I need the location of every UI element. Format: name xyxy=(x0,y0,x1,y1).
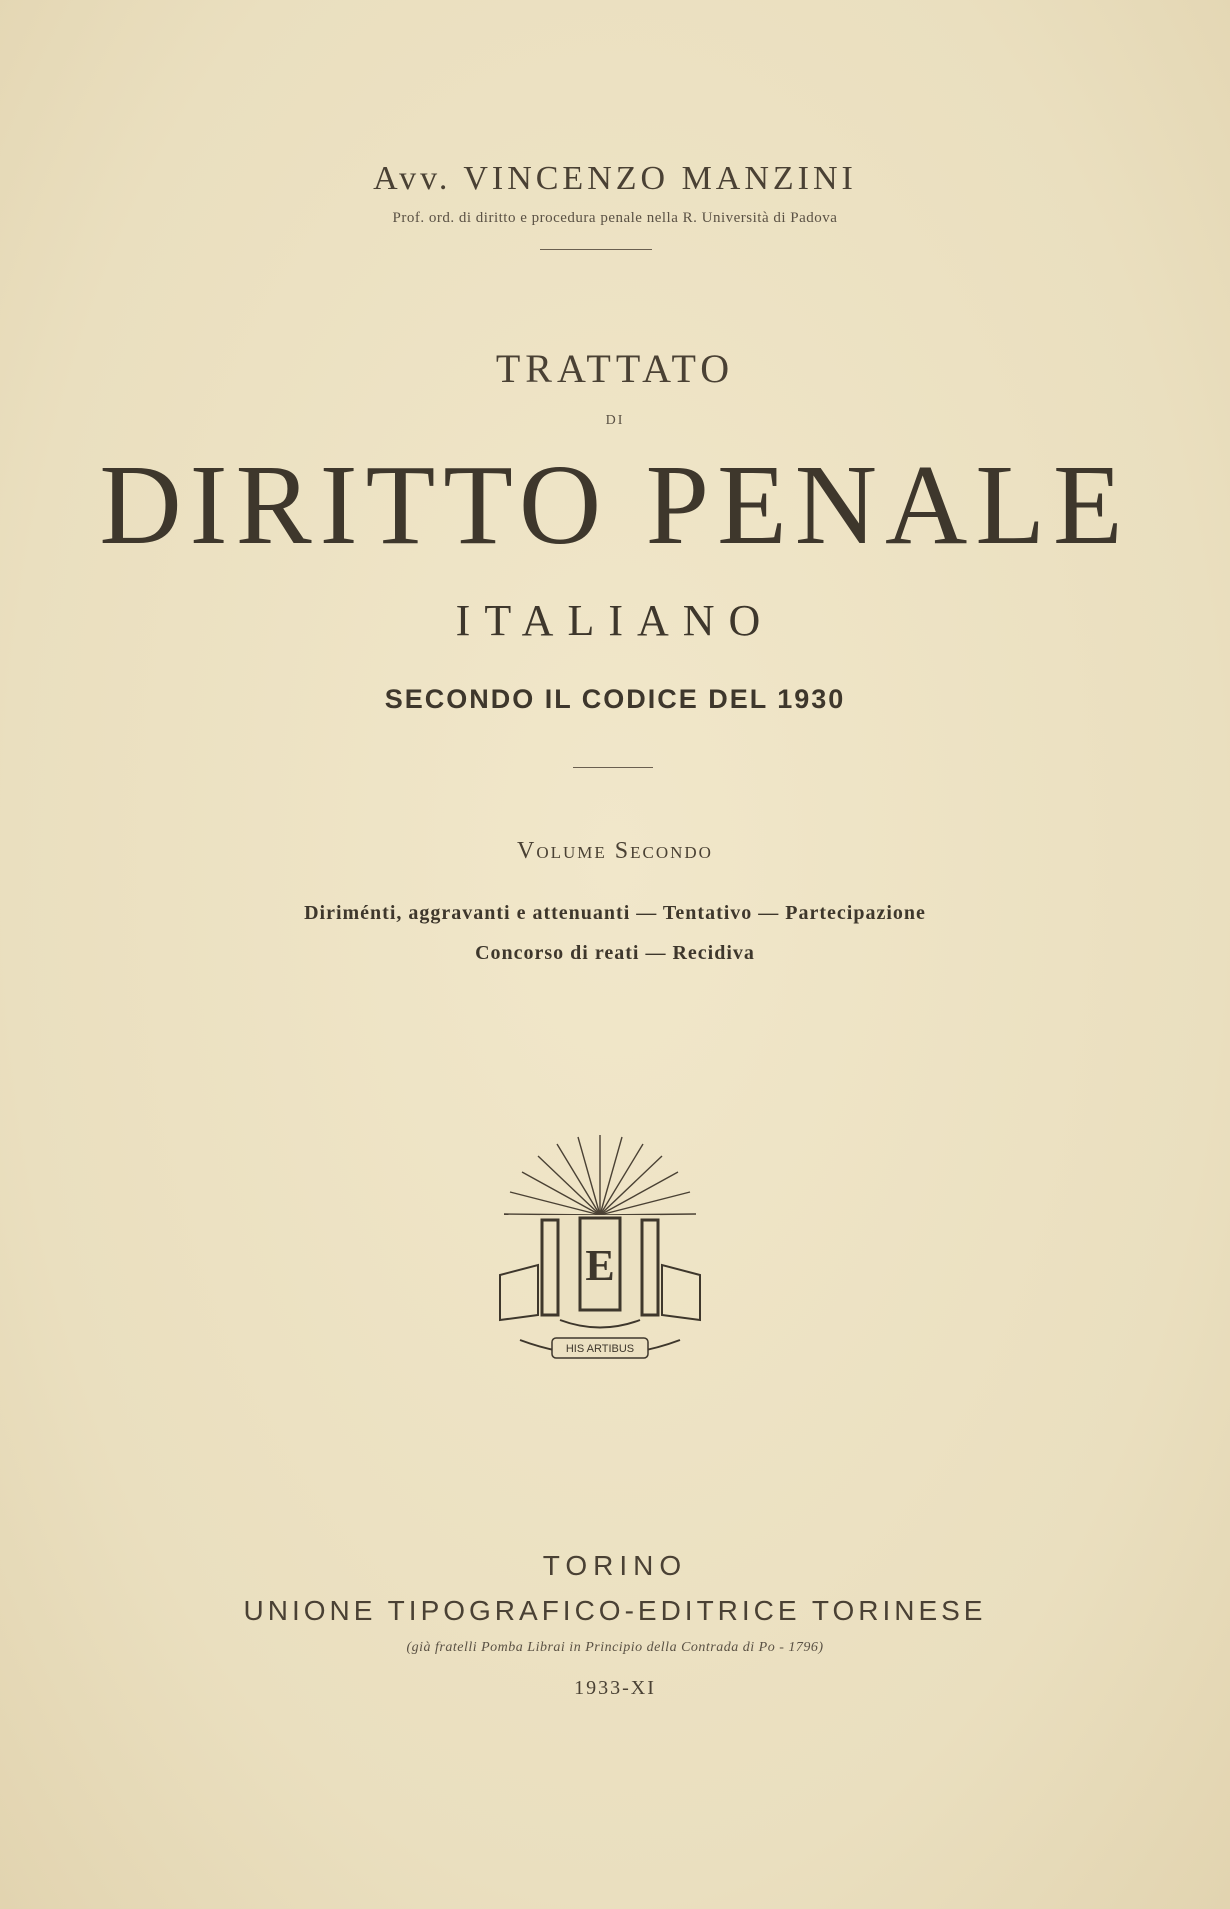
title-prefix: TRATTATO xyxy=(495,346,735,391)
divider-rule xyxy=(573,767,653,768)
title-connector: DI xyxy=(605,413,625,428)
volume-label: Volume Secondo xyxy=(517,838,713,864)
imprint-publisher: UNIONE TIPOGRAFICO-EDITRICE TORINESE xyxy=(243,1595,987,1626)
volume-subjects: Diriménti, aggravanti e attenuanti — Tentativo — Partecipazione xyxy=(304,902,926,924)
book-subtitle: ITALIANO xyxy=(455,596,775,645)
imprint-city: TORINO xyxy=(542,1550,688,1581)
svg-text:E: E xyxy=(585,1241,615,1290)
imprint-note: (già fratelli Pomba Librai in Principio della Contrada di Po - 1796) xyxy=(406,1640,824,1655)
divider-rule xyxy=(540,249,652,250)
code-edition: SECONDO IL CODICE DEL 1930 xyxy=(384,684,846,714)
imprint-year: 1933-XI xyxy=(574,1677,656,1699)
svg-text:HIS ARTIBUS: HIS ARTIBUS xyxy=(565,1343,635,1355)
author-name: Avv. VINCENZO MANZINI xyxy=(373,160,857,197)
book-title: DIRITTO PENALE xyxy=(99,441,1131,568)
publisher-emblem-icon xyxy=(480,1130,720,1380)
author-affiliation: Prof. ord. di diritto e procedura penale nella R. Università di Padova xyxy=(392,210,838,226)
volume-subjects: Concorso di reati — Recidiva xyxy=(475,942,755,964)
